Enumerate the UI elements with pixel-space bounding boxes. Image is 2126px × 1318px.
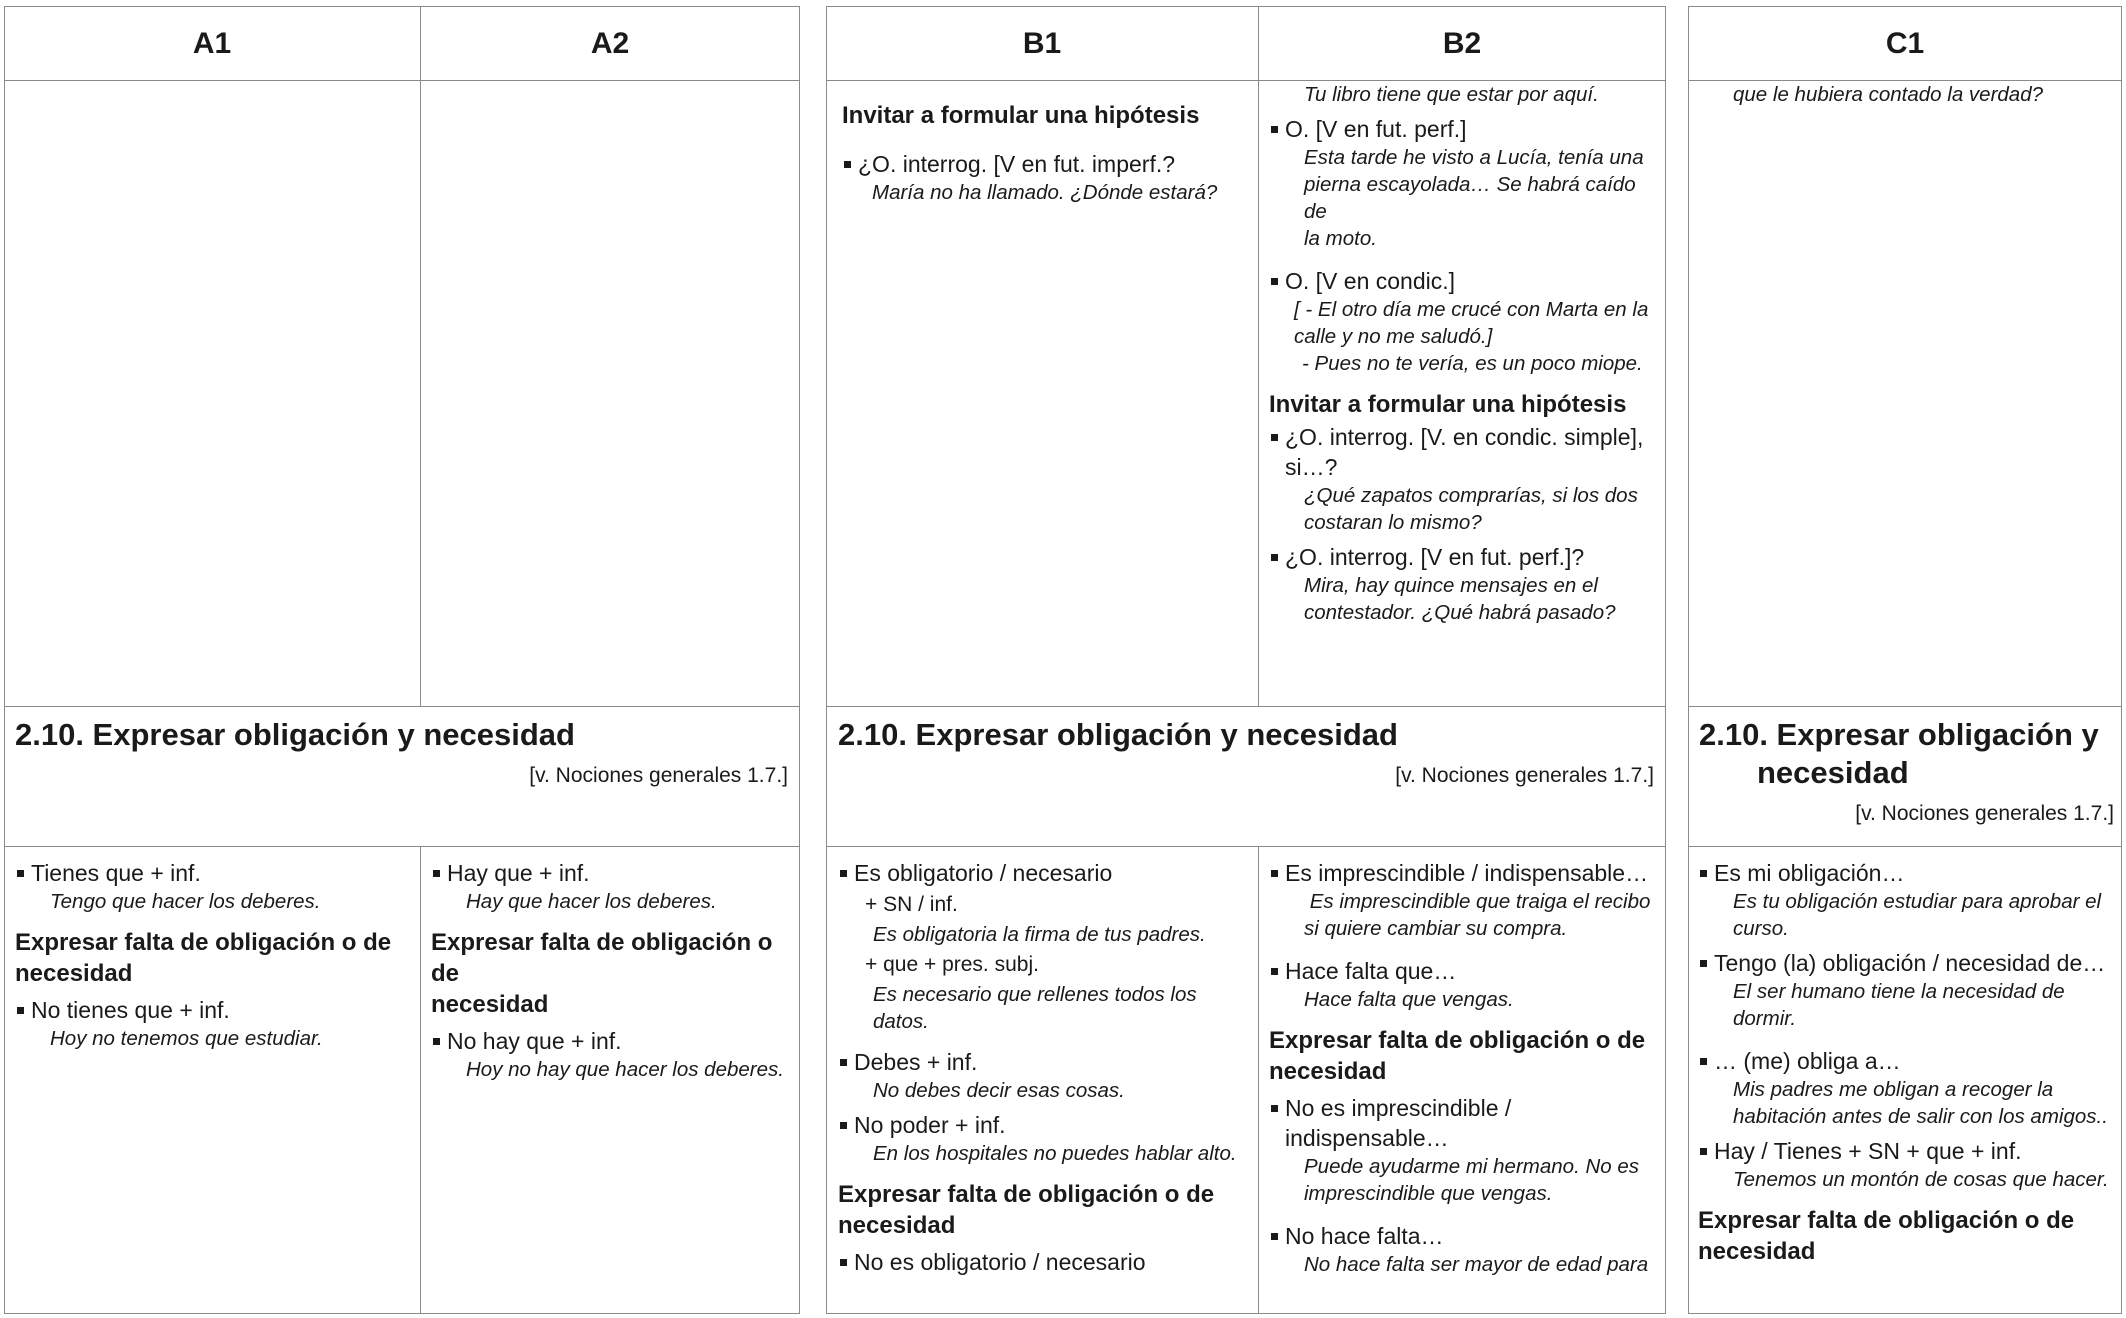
cell-b1-top: [842, 100, 1252, 206]
divider: [420, 6, 421, 706]
section-title-b: 2.10. Expresar obligación y necesidad: [838, 717, 1398, 752]
example-text: si quiere cambiar su compra.: [1304, 917, 1568, 940]
list-item: Tengo (la) obligación / necesidad de…: [1698, 948, 2116, 978]
example-text: Hoy no tenemos que estudiar.: [50, 1027, 323, 1050]
list-item: Hace falta que…: [1269, 956, 1661, 986]
list-item: ¿O. interrog. [V en fut. imperf.?: [842, 149, 1252, 179]
header-b1: B1: [1022, 27, 1062, 60]
example-text: contestador. ¿Qué habrá pasado?: [1304, 601, 1616, 624]
example-text: dormir.: [1733, 1007, 1797, 1030]
subheading: Expresar falta de obligación o de: [838, 1181, 1215, 1208]
cell-a2-bottom: [431, 852, 796, 1083]
subheading: Invitar a formular una hipótesis: [842, 102, 1200, 129]
example-text: habitación antes de salir con los amigos..: [1733, 1105, 2108, 1128]
list-item: Es imprescindible / indispensable…: [1269, 858, 1661, 888]
list-item: No hay que + inf.: [431, 1026, 796, 1056]
example-text: El ser humano tiene la necesidad de: [1733, 980, 2065, 1003]
list-item: O. [V en fut. perf.]: [1269, 114, 1661, 144]
list-item: Hay / Tienes + SN + que + inf.: [1698, 1136, 2116, 1166]
list-item-continuation: indispensable…: [1285, 1125, 1449, 1151]
divider: [420, 846, 421, 1314]
divider: [1688, 846, 2122, 847]
example-text: María no ha llamado. ¿Dónde estará?: [872, 181, 1218, 204]
divider: [1258, 846, 1259, 1314]
example-text: Es imprescindible que traiga el recibo: [1304, 890, 1651, 913]
divider: [826, 846, 1666, 847]
list-item: … (me) obliga a…: [1698, 1046, 2116, 1076]
list-item: Hay que + inf.: [431, 858, 796, 888]
example-text: pierna escayolada… Se habrá caído de: [1304, 173, 1636, 223]
example-text: Mis padres me obligan a recoger la: [1733, 1078, 2054, 1101]
subheading: Expresar falta de obligación o de: [431, 929, 773, 987]
example-text: Tu libro tiene que estar por aquí.: [1304, 83, 1599, 106]
cell-c1-bottom: [1698, 852, 2116, 1267]
subheading: Expresar falta de obligación o de: [1698, 1207, 2075, 1234]
example-text: Es obligatoria la firma de tus padres.: [873, 923, 1206, 946]
divider: [1688, 706, 2122, 707]
subheading: Expresar falta de obligación o de: [1269, 1027, 1646, 1054]
example-text: Tenemos un montón de cosas que hacer.: [1733, 1168, 2109, 1191]
subheading: necesidad: [1269, 1058, 1387, 1085]
subheading: necesidad: [431, 991, 549, 1018]
cell-a1-bottom: [15, 852, 415, 1052]
pattern-text: + SN / inf.: [865, 893, 958, 916]
divider: [4, 706, 800, 707]
example-text: ¿Qué zapatos comprarías, si los dos: [1304, 484, 1638, 507]
example-text: En los hospitales no puedes hablar alto.: [873, 1142, 1237, 1165]
list-item: Es obligatorio / necesario: [838, 858, 1253, 888]
header-c1: C1: [1885, 27, 1925, 60]
subheading: necesidad: [838, 1212, 956, 1239]
example-text: Hace falta que vengas.: [1304, 988, 1514, 1011]
example-text: imprescindible que vengas.: [1304, 1182, 1553, 1205]
section-title-c-line1: 2.10. Expresar obligación y: [1699, 717, 2099, 752]
cell-b2-bottom: [1269, 852, 1661, 1310]
example-text: calle y no me saludó.]: [1294, 325, 1493, 348]
example-text: Esta tarde he visto a Lucía, tenía una: [1304, 146, 1644, 169]
list-item: No poder + inf.: [838, 1110, 1253, 1140]
list-item: Es mi obligación…: [1698, 858, 2116, 888]
list-item: Tienes que + inf.: [15, 858, 415, 888]
subheading: Expresar falta de obligación o de: [15, 929, 392, 956]
header-b2: B2: [1442, 27, 1482, 60]
example-text: Hay que hacer los deberes.: [466, 890, 717, 913]
example-text: Es necesario que rellenes todos los datos.: [873, 983, 1197, 1033]
example-text: [ - El otro día me crucé con Marta en la: [1294, 298, 1649, 321]
example-text: Hoy no hay que hacer los deberes.: [466, 1058, 784, 1081]
example-text: Mira, hay quince mensajes en el: [1304, 574, 1598, 597]
list-item: O. [V en condic.]: [1269, 266, 1661, 296]
example-text: que le hubiera contado la verdad?: [1733, 83, 2044, 106]
subheading: Invitar a formular una hipótesis: [1269, 391, 1627, 418]
divider: [1258, 6, 1259, 706]
divider: [4, 846, 800, 847]
example-text: No debes decir esas cosas.: [873, 1079, 1125, 1102]
subheading: necesidad: [1698, 1238, 1816, 1265]
cell-c1-top: [1698, 81, 2113, 108]
section-ref-a: [v. Nociones generales 1.7.]: [529, 764, 788, 787]
subheading: necesidad: [15, 960, 133, 987]
list-item: No es imprescindible /: [1269, 1093, 1661, 1123]
list-item: No hace falta…: [1269, 1221, 1661, 1251]
example-text: Puede ayudarme mi hermano. No es: [1304, 1155, 1640, 1178]
header-a1: A1: [192, 27, 232, 60]
section-ref-c: [v. Nociones generales 1.7.]: [1855, 802, 2114, 825]
section-title-a: 2.10. Expresar obligación y necesidad: [15, 717, 575, 752]
list-item: No es obligatorio / necesario: [838, 1247, 1253, 1277]
header-a2: A2: [590, 27, 630, 60]
divider: [826, 706, 1666, 707]
list-item: Debes + inf.: [838, 1047, 1253, 1077]
list-item-continuation: si…?: [1285, 454, 1338, 480]
section-ref-b: [v. Nociones generales 1.7.]: [1395, 764, 1654, 787]
example-text: No hace falta ser mayor de edad para: [1304, 1253, 1649, 1276]
list-item: ¿O. interrog. [V. en condic. simple],: [1269, 422, 1661, 452]
example-text: - Pues no te vería, es un poco miope.: [1302, 352, 1643, 375]
example-text: la moto.: [1304, 227, 1377, 250]
example-text: curso.: [1733, 917, 1789, 940]
cell-b1-bottom: [838, 852, 1253, 1277]
list-item: ¿O. interrog. [V en fut. perf.]?: [1269, 542, 1661, 572]
table-a: [4, 6, 800, 1314]
list-item: No tienes que + inf.: [15, 995, 415, 1025]
cell-b2-top: [1269, 81, 1661, 626]
example-text: Tengo que hacer los deberes.: [50, 890, 321, 913]
example-text: Es tu obligación estudiar para aprobar el: [1733, 890, 2102, 913]
section-title-c-line2: necesidad: [1757, 755, 1909, 790]
pattern-text: + que + pres. subj.: [865, 953, 1039, 976]
divider: [4, 80, 800, 81]
example-text: costaran lo mismo?: [1304, 511, 1482, 534]
